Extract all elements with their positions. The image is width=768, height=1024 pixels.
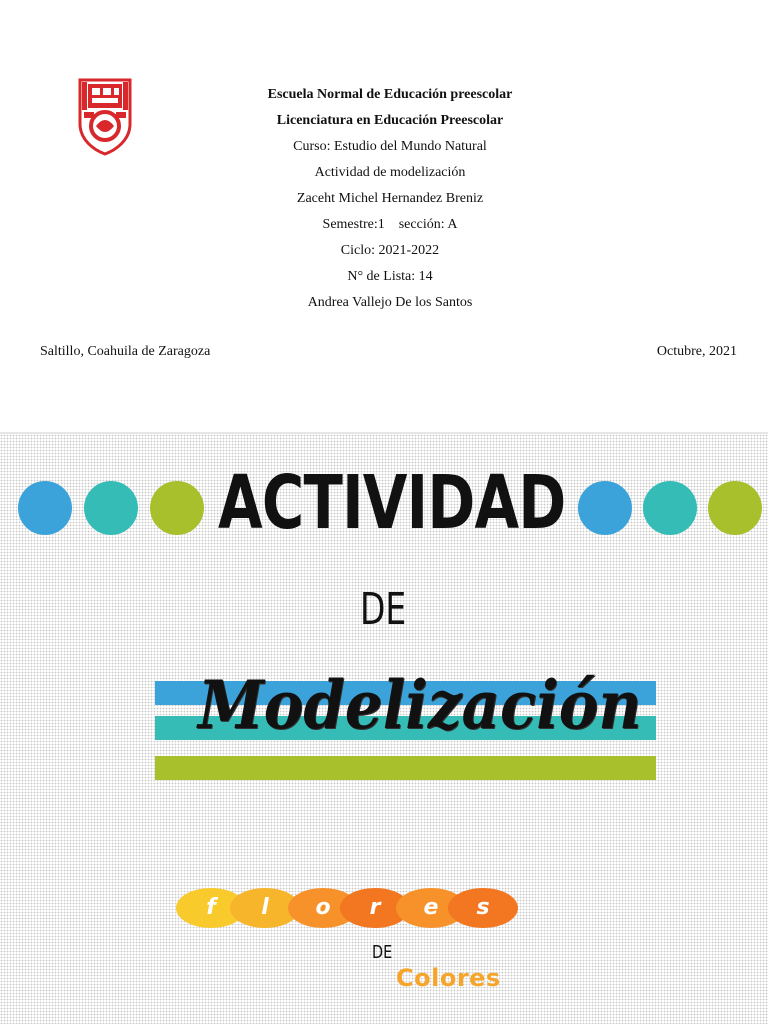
teacher-name: Andrea Vallejo De los Santos (307, 295, 473, 310)
decor-circle-teal (84, 481, 138, 535)
degree-name: Licenciatura en Educación Preescolar (276, 113, 504, 128)
student-name: Zaceht Michel Hernandez Breniz (296, 191, 484, 206)
flower-letter: s (448, 888, 518, 928)
cycle-line: Ciclo: 2021-2022 (340, 243, 440, 258)
decor-circle-blue (18, 481, 72, 535)
stripe-lime (155, 756, 656, 780)
flower-letter: e (396, 888, 466, 928)
semester-line: Semestre:1 sección: A (322, 217, 458, 232)
decor-circle-teal (643, 481, 697, 535)
decor-circle-blue (578, 481, 632, 535)
school-seal-icon (76, 76, 134, 156)
date-text: Octubre, 2021 (656, 344, 737, 359)
poster-page (0, 434, 768, 1024)
poster-title: ACTIVIDAD (218, 460, 566, 546)
flower-letter: r (340, 888, 410, 928)
school-name: Escuela Normal de Educación preescolar (267, 87, 513, 102)
cover-page (0, 0, 768, 432)
place-text: Saltillo, Coahuila de Zaragoza (40, 344, 211, 359)
course-line: Curso: Estudio del Mundo Natural (293, 139, 487, 154)
decor-circle-lime (708, 481, 762, 535)
decor-circle-lime (150, 481, 204, 535)
colores-text: Colores (396, 964, 501, 992)
activity-line: Actividad de modelización (314, 165, 466, 180)
flower-letter: l (230, 888, 300, 928)
flower-letter: f (176, 888, 246, 928)
poster-title-de: DE (360, 584, 407, 635)
flower-letter: o (288, 888, 358, 928)
cover-header (140, 82, 640, 316)
poster-subtitle: Modelización (198, 666, 642, 744)
small-de-text: DE (372, 942, 393, 963)
list-number: N° de Lista: 14 (347, 269, 433, 284)
